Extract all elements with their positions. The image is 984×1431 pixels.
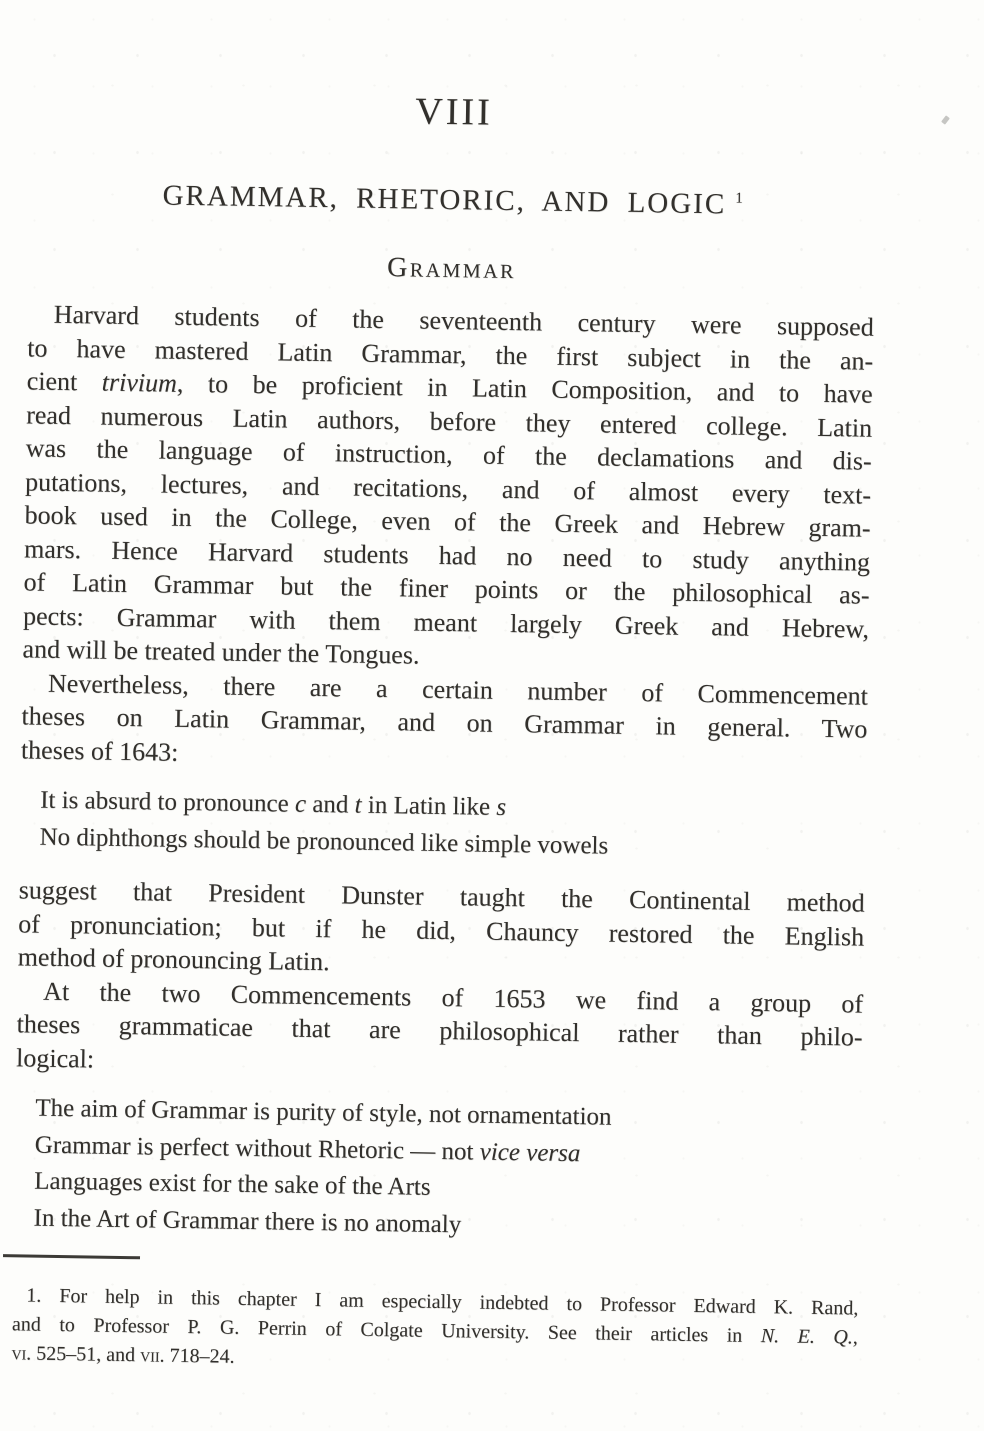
text-line: Languages exist for the sake of the Arts [33,1167,431,1201]
text-line: putations, lectures, and recitations, and of almost every text- [24,466,872,510]
text-line: pects: Grammar with them meant largely Greek and Hebrew, [22,600,870,644]
text-line: to have mastered Latin Grammar, the first subject in the an- [27,332,874,376]
small-caps-text: vii [139,1344,160,1367]
text-line: of Latin Grammar but the finer points or the philosophical as- [23,567,870,610]
text-line: It is absurd to pronounce c and t in Latin like s [39,786,507,821]
thesis-quote [39,783,866,869]
footnote-line: and to Professor P. G. Perrin of Colgate University. See their articles in N. E. Q., [11,1313,859,1349]
text-line: At the two Commencements of 1653 we find a group of [42,976,864,1019]
footnote-line: 1. For help in this chapter I am especially indebted to Professor Edward K. Rand, [26,1284,859,1320]
footnote-line: vi. 525–51, and vii. 718–24. [11,1342,235,1368]
text-line: theses of 1643: [20,734,179,767]
text-line: suggest that President Dunster taught the Continental method [18,875,865,918]
text-line: cient trivium, to be proficient in Latin Composition, and to have [26,366,873,409]
text-line: method of pronouncing Latin. [17,942,330,977]
footnote-rule [3,1254,140,1259]
text-line: and will be treated under the Tongues. [22,634,420,670]
chapter-title [29,169,876,224]
text-line: In the Art of Grammar there is no anomaly [33,1204,462,1238]
footnote-reference: 1 [735,190,743,207]
text-line: Nevertheless, there are a certain number of Commencement [47,668,869,711]
text-line: The aim of Grammar is purity of style, not ornamentation [35,1094,612,1131]
page-content [11,0,878,1382]
text-line: logical: [15,1042,95,1074]
body-text [13,297,874,1249]
text-line: was the language of instruction, of the declamations and dis- [25,433,872,476]
text-line: theses grammaticae that are philosophical rather than philo- [16,1009,863,1052]
chapter-title-text: GRAMMAR, RHETORIC, AND LOGIC [162,179,727,221]
text-line: mars. Hence Harvard students had no need to study anything [23,533,871,577]
paragraph [17,873,864,987]
text-line: theses on Latin Grammar, and on Grammar in general. Two [21,701,868,744]
scan-speck [941,115,950,124]
section-heading: Grammar [386,252,517,286]
text-line: read numerous Latin authors, before they entered college. Latin [26,399,873,443]
text-line: of pronunciation; but if he did, Chauncy restored the English [18,908,865,952]
text-line: Grammar is perfect without Rhetoric — not vice versa [34,1131,581,1167]
text-line: Harvard students of the seventeenth century were supposed [53,299,874,342]
chapter-number: VIII [415,90,494,134]
thesis-quote [33,1091,861,1250]
paragraph [16,974,863,1088]
footnote [11,1281,858,1381]
text-line: book used in the College, even of the Greek and Hebrew gram- [24,500,871,543]
paragraph [22,297,874,679]
paragraph [21,666,868,780]
small-caps-text: vi [11,1342,27,1365]
text-line: No diphthongs should be pronounced like simple vowels [39,823,609,860]
